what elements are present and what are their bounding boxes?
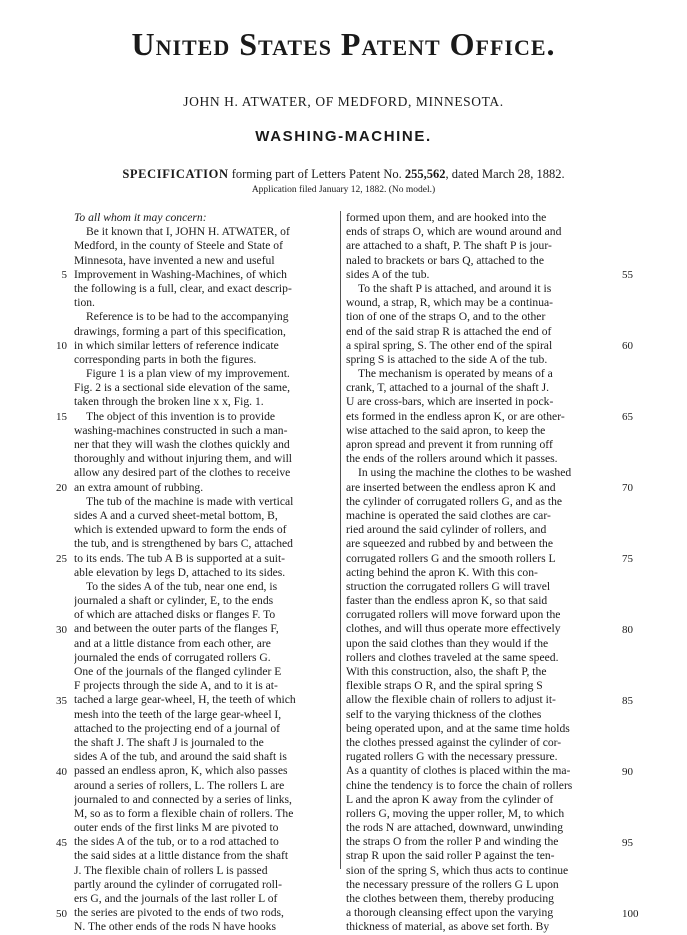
left-column-line: M, so as to form a flexible chain of rollers. The bbox=[74, 806, 294, 820]
right-column-line: formed upon them, and are hooked into the bbox=[346, 211, 547, 224]
left-column-line: drawings, forming a part of this specification, bbox=[74, 324, 286, 338]
right-column-line: the necessary pressure of the rollers G L upon bbox=[346, 877, 559, 891]
left-column-line: J. The flexible chain of rollers L is passed bbox=[74, 863, 268, 877]
right-column-line: ets formed in the endless apron K, or are other- bbox=[346, 409, 565, 423]
left-column-line: and between the outer parts of the flanges F, bbox=[74, 622, 279, 636]
right-column-line: ends of straps O, which are wound around and bbox=[346, 225, 562, 239]
right-column-line: tion of one of the straps O, and to the other bbox=[346, 310, 546, 324]
right-column-line: a thorough cleansing effect upon the varying bbox=[346, 906, 554, 920]
right-column-line: the ends of the rollers around which it passes. bbox=[346, 452, 558, 466]
right-column-line: allow the flexible chain of rollers to adjust it- bbox=[346, 693, 556, 707]
right-column-line: the straps O from the roller P and winding the bbox=[346, 835, 559, 849]
left-column-line: the following is a full, clear, and exact descrip- bbox=[74, 281, 292, 295]
left-column-line: journaled to and connected by a series of links, bbox=[74, 792, 292, 806]
patent-number: 255,562 bbox=[404, 167, 446, 181]
right-column-line: a spiral spring, S. The other end of the spiral bbox=[346, 338, 553, 352]
right-column-line: the rods N are attached, downward, unwinding bbox=[346, 821, 563, 835]
margin-line-number: 50 bbox=[56, 907, 67, 920]
right-column-line: To the shaft P is attached, and around it is bbox=[358, 281, 552, 295]
left-column-line: journaled the ends of corrugated rollers G. bbox=[74, 650, 271, 664]
right-column-line: wound, a strap, R, which may be a continua- bbox=[346, 296, 554, 310]
right-column-line: rollers G, moving the upper roller, M, to which bbox=[346, 806, 565, 820]
margin-line-number: 75 bbox=[622, 552, 633, 565]
right-column-line: faster than the endless apron K, so that said bbox=[346, 594, 548, 608]
right-column-line: struction the corrugated rollers G will travel bbox=[346, 579, 551, 593]
left-text-column bbox=[74, 211, 344, 935]
right-column-line: are attached to a shaft, P. The shaft P is jour- bbox=[346, 239, 552, 253]
right-column-line: In using the machine the clothes to be washed bbox=[358, 466, 572, 480]
margin-line-number: 70 bbox=[622, 481, 633, 494]
margin-line-number: 5 bbox=[61, 268, 67, 281]
left-column-line: the said sides at a little distance from the shaft bbox=[74, 849, 289, 863]
right-column-line: With this construction, also, the shaft P, the bbox=[346, 665, 547, 678]
left-column-line: The object of this invention is to provide bbox=[86, 409, 276, 423]
column-divider bbox=[340, 211, 341, 869]
inventor-line: JOHN H. ATWATER, OF MEDFORD, MINNESOTA. bbox=[183, 94, 504, 109]
margin-line-number: 40 bbox=[56, 765, 67, 778]
left-column-line: the sides A of the tub, or to a rod attached to bbox=[74, 835, 279, 849]
left-column-line: Improvement in Washing-Machines, of which bbox=[74, 267, 287, 281]
margin-line-number: 25 bbox=[56, 552, 67, 565]
margin-line-number: 80 bbox=[622, 623, 633, 636]
right-text-column bbox=[346, 211, 616, 935]
specification-date: , dated March 28, 1882. bbox=[445, 167, 565, 181]
left-column-line: partly around the cylinder of corrugated roll- bbox=[74, 877, 282, 891]
left-column-line: of which are attached disks or flanges F. To bbox=[74, 608, 276, 622]
margin-line-number: 45 bbox=[56, 836, 67, 849]
right-column-line: the cylinder of corrugated rollers G, and as the bbox=[346, 494, 563, 508]
left-column-line: To the sides A of the tub, near one end, is bbox=[86, 579, 278, 593]
left-column-line: mesh into the teeth of the large gear-wheel I, bbox=[74, 707, 282, 721]
right-column-line: spring S is attached to the side A of the tub. bbox=[346, 352, 548, 366]
margin-line-number: 55 bbox=[622, 268, 633, 281]
right-column-line: sides A of the tub. bbox=[346, 267, 430, 281]
specification-line bbox=[0, 167, 687, 182]
left-column-line: ner that they will wash the clothes quickly and bbox=[74, 438, 290, 451]
right-column-line: thickness of material, as above set forth. By bbox=[346, 920, 550, 934]
right-column-line: ried around the said cylinder of rollers, and bbox=[346, 523, 547, 537]
left-column-line: F projects through the side A, and to it is at- bbox=[74, 679, 278, 693]
left-column-line: sides A and a curved sheet-metal bottom, B, bbox=[74, 508, 278, 522]
left-column-line: Fig. 2 is a sectional side elevation of the same, bbox=[74, 381, 291, 395]
margin-line-number: 15 bbox=[56, 410, 67, 423]
left-column-line: tached a large gear-wheel, H, the teeth of which bbox=[74, 693, 296, 707]
left-column-line: and at a little distance from each other, are bbox=[74, 636, 271, 650]
left-column-line: Reference is to be had to the accompanying bbox=[86, 310, 289, 324]
right-column-line: naled to brackets or bars Q, attached to the bbox=[346, 253, 544, 267]
margin-line-number: 30 bbox=[56, 623, 67, 636]
right-column-line: crank, T, attached to a journal of the shaft J. bbox=[346, 381, 550, 395]
margin-line-number: 90 bbox=[622, 765, 633, 778]
left-column-line: washing-machines constructed in such a man- bbox=[74, 423, 288, 437]
left-column-line: around a series of rollers, L. The rollers L are bbox=[74, 778, 285, 792]
left-column-line: the shaft J. The shaft J is journaled to the bbox=[74, 735, 264, 749]
left-column-line: in which similar letters of reference indicate bbox=[74, 338, 279, 352]
right-column-line: machine is operated the said clothes are car- bbox=[346, 508, 551, 522]
margin-line-number: 35 bbox=[56, 694, 67, 707]
left-column-line: the tub, and is strengthened by bars C, attached bbox=[74, 537, 293, 551]
left-column-line: Minnesota, have invented a new and useful bbox=[74, 253, 275, 267]
margin-line-number: 95 bbox=[622, 836, 633, 849]
specification-text: forming part of Letters Patent No. bbox=[228, 167, 405, 181]
invention-title: WASHING-MACHINE. bbox=[255, 128, 432, 145]
margin-line-number: 60 bbox=[622, 339, 633, 352]
margin-line-number: 10 bbox=[56, 339, 67, 352]
right-column-line: rugated rollers G with the necessary pressure. bbox=[346, 750, 558, 764]
right-column-line: self to the varying thickness of the clothes bbox=[346, 707, 542, 721]
left-column-line: corresponding parts in both the figures. bbox=[74, 352, 257, 366]
right-column-line: end of the said strap R is attached the end of bbox=[346, 324, 552, 338]
margin-line-number: 20 bbox=[56, 481, 67, 494]
left-column-line: attached to the projecting end of a journal of bbox=[74, 721, 281, 735]
right-column-line: As a quantity of clothes is placed within the ma- bbox=[346, 764, 571, 778]
right-column-line: corrugated rollers will move forward upon the bbox=[346, 608, 561, 622]
left-column-line: which is extended upward to form the ends of bbox=[74, 523, 287, 537]
right-column-line: The mechanism is operated by means of a bbox=[358, 367, 553, 381]
left-column-line: able elevation by legs D, attached to its sides. bbox=[74, 565, 286, 579]
right-column-line: corrugated rollers G and the smooth rollers L bbox=[346, 551, 556, 565]
right-column-line: are inserted between the endless apron K and bbox=[346, 480, 556, 494]
left-column-line: outer ends of the first links M are pivoted to bbox=[74, 821, 279, 835]
left-column-line: thoroughly and without injuring them, and will bbox=[74, 452, 293, 466]
right-column-line: L and the apron K away from the cylinder of bbox=[346, 792, 554, 806]
right-column-line: being operated upon, and at the same time holds bbox=[346, 721, 570, 735]
left-column-line: allow any desired part of the clothes to receive bbox=[74, 466, 291, 480]
right-column-line: sion of the spring S, which thus acts to continue bbox=[346, 863, 569, 877]
left-column-line: sides A of the tub, and around the said shaft is bbox=[74, 750, 287, 764]
right-column-line: upon the said clothes than they would if the bbox=[346, 636, 549, 650]
left-column-line: an extra amount of rubbing. bbox=[74, 480, 204, 494]
left-column-line: to its ends. The tub A B is supported at a suit- bbox=[74, 551, 286, 565]
margin-line-number: 100 bbox=[622, 907, 639, 920]
right-column-line: rollers and clothes traveled at the same speed. bbox=[346, 650, 559, 664]
left-column-line: journaled a shaft or cylinder, E, to the ends bbox=[74, 594, 274, 608]
left-column-line: To all whom it may concern: bbox=[74, 211, 207, 224]
right-column-line: clothes, and will thus operate more effectively bbox=[346, 622, 561, 636]
left-column-line: tion. bbox=[74, 296, 95, 310]
right-column-line: chine the tendency is to force the chain of rollers bbox=[346, 778, 573, 792]
left-column-line: Be it known that I, JOHN H. ATWATER, of bbox=[86, 225, 290, 239]
left-column-line: Figure 1 is a plan view of my improvement. bbox=[86, 367, 290, 381]
left-column-line: ers G, and the journals of the last roller L of bbox=[74, 892, 278, 905]
right-column-line: acting behind the apron K. With this con- bbox=[346, 565, 538, 579]
left-column-line: The tub of the machine is made with vertical bbox=[86, 494, 294, 508]
application-note: Application filed January 12, 1882. (No model.) bbox=[251, 185, 436, 195]
left-column-line: One of the journals of the flanged cylinder E bbox=[74, 665, 282, 678]
right-column-line: the clothes between them, thereby producing bbox=[346, 892, 554, 905]
right-column-line: are squeezed and rubbed by and between the bbox=[346, 537, 553, 551]
margin-line-number: 85 bbox=[622, 694, 633, 707]
margin-line-number: 65 bbox=[622, 410, 633, 423]
office-heading: United States Patent Office. bbox=[131, 26, 556, 62]
left-column-line: taken through the broken line x x, Fig. 1. bbox=[74, 395, 264, 409]
right-column-line: the clothes pressed against the cylinder of cor- bbox=[346, 735, 562, 749]
specification-lead: SPECIFICATION bbox=[122, 167, 229, 181]
right-column-line: flexible straps O R, and the spiral spring S bbox=[346, 679, 543, 693]
left-column-line: N. The other ends of the rods N have hooks bbox=[74, 920, 276, 934]
right-column-line: wise attached to the said apron, to keep the bbox=[346, 423, 546, 437]
right-column-line: U are cross-bars, which are inserted in pock- bbox=[346, 395, 554, 409]
right-column-line: apron spread and prevent it from running off bbox=[346, 438, 553, 451]
right-column-line: strap R upon the said roller P against the ten- bbox=[346, 849, 555, 863]
left-column-line: Medford, in the county of Steele and State of bbox=[74, 239, 283, 253]
left-column-line: passed an endless apron, K, which also passes bbox=[74, 764, 288, 778]
left-column-line: the series are pivoted to the ends of two rods, bbox=[74, 906, 284, 920]
